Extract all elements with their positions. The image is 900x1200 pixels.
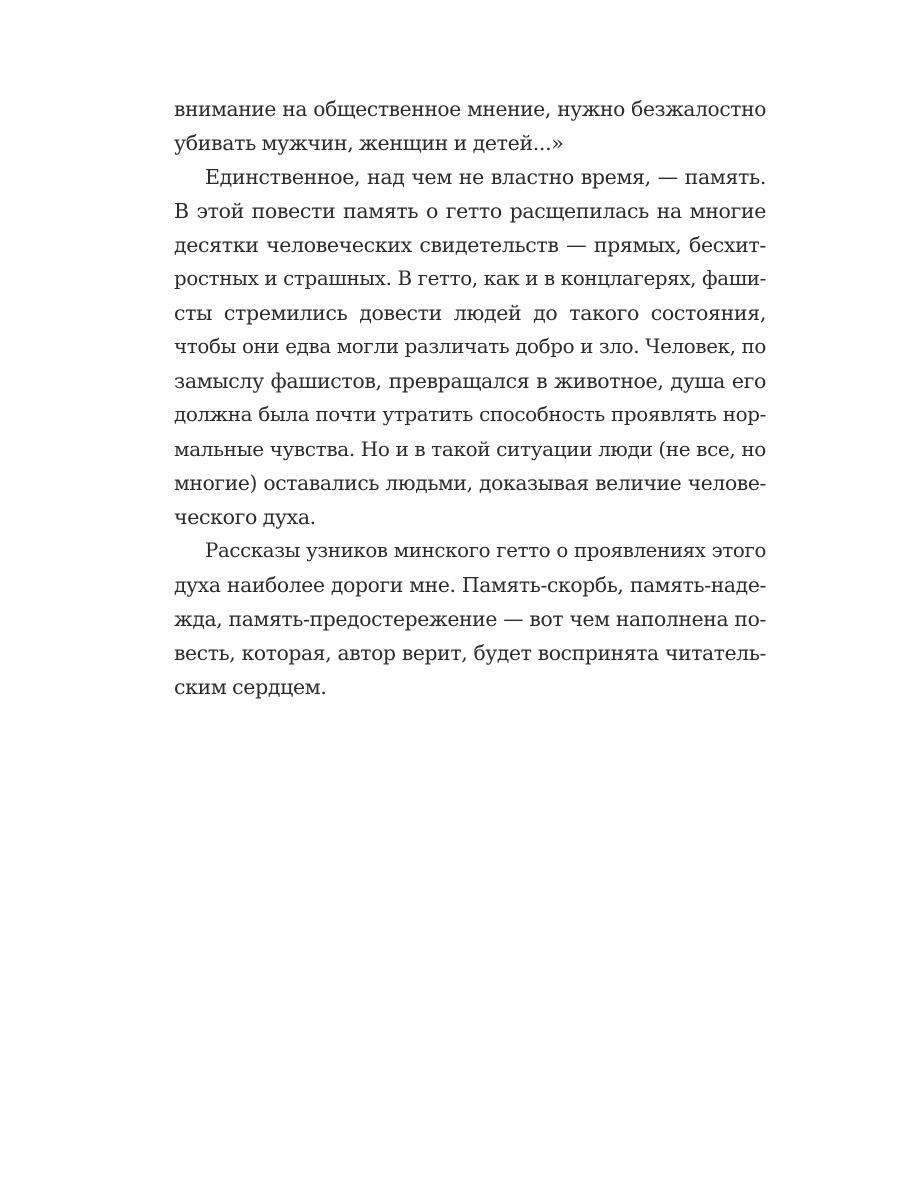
text-line: должна была почти утратить способность проявлять нор- (174, 403, 766, 426)
text-line: весть, которая, автор верит, будет воспринята читатель- (174, 641, 766, 665)
body-text (174, 92, 766, 704)
text-line: духа наиболее дороги мне. Память-скорбь, память-наде- (174, 573, 766, 597)
text-line: В этой повести память о гетто расщепилась на многие (174, 199, 766, 223)
text-line: ским сердцем. (174, 675, 327, 699)
text-line: внимание на общественное мнение, нужно безжалостно (174, 97, 766, 121)
text-line: мальные чувства. Но и в такой ситуации люди (не все, но (174, 437, 766, 461)
text-line: убивать мужчин, женщин и детей...» (174, 131, 564, 155)
text-line: ческого духа. (174, 505, 316, 529)
text-line: ростных и страшных. В гетто, как и в концлагерях, фаши- (174, 267, 766, 290)
text-line: жда, память-предостережение — вот чем наполнена по- (174, 607, 766, 631)
text-line: Рассказы узников минского гетто о проявлениях этого (205, 539, 766, 562)
text-line: Единственное, над чем не властно время, — память. (205, 165, 766, 189)
text-line: десятки человеческих свидетельств — прямых, бесхит- (174, 233, 766, 257)
text-line: чтобы они едва могли различать добро и зло. Человек, по (174, 335, 766, 358)
text-line: сты стремились довести людей до такого состояния, (174, 301, 766, 325)
text-line: замыслу фашистов, превращался в животное, душа его (174, 369, 766, 393)
text-line: многие) оставались людьми, доказывая величие челове- (174, 471, 766, 495)
